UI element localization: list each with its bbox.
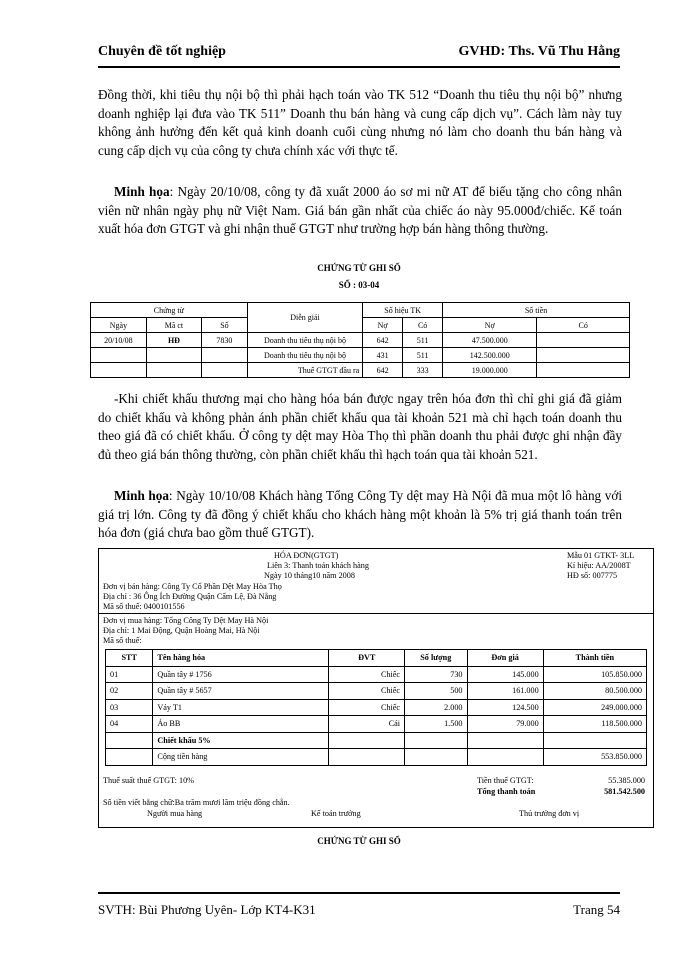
col-so-luong: Số lượng bbox=[405, 650, 467, 667]
col-thanh-tien: Thành tiền bbox=[543, 650, 646, 667]
seller-address: Địa chỉ : 36 Ông Ích Đường Quận Cẩm Lệ, Đà Nẵng bbox=[103, 592, 277, 601]
col-stt: STT bbox=[106, 650, 153, 667]
cell: 03 bbox=[106, 699, 153, 716]
cell bbox=[467, 732, 543, 749]
vat-rate: Thuế suất thuế GTGT: 10% bbox=[103, 776, 194, 785]
cell: 511 bbox=[403, 333, 443, 348]
table-row bbox=[106, 749, 647, 766]
col-tien-no: Nợ bbox=[443, 318, 537, 333]
cell bbox=[405, 749, 467, 766]
col-don-gia: Đơn giá bbox=[467, 650, 543, 667]
cell: 01 bbox=[106, 666, 153, 683]
example-2-label: Minh họa bbox=[114, 488, 169, 503]
cell: 642 bbox=[363, 333, 403, 348]
table-row bbox=[106, 683, 647, 700]
col-ten-hang: Tên hàng hóa bbox=[153, 650, 329, 667]
cell: 161.000 bbox=[467, 683, 543, 700]
cell: Váy T1 bbox=[153, 699, 329, 716]
col-so: Số bbox=[202, 318, 248, 333]
cell: 04 bbox=[106, 716, 153, 733]
cell bbox=[467, 749, 543, 766]
col-so-hieu-tk: Số hiệu TK bbox=[363, 303, 443, 318]
vat-value: 55.385.000 bbox=[608, 776, 645, 785]
example-2-text: : Ngày 10/10/08 Khách hàng Tổng Công Ty dệt may Hà Nội đã mua một lô hàng với giá trị lớn. Công ty đã đồng ý chiết khấu cho khách hàng một khoản là 5% trị giá thanh toán trên hóa đơn (giá chưa bao gồm thuế GTGT). bbox=[98, 488, 622, 540]
sign-buyer: Người mua hàng bbox=[147, 809, 203, 818]
col-so-tien: Số tiền bbox=[443, 303, 630, 318]
cell: 1.500 bbox=[405, 716, 467, 733]
cell: Thuế GTGT đầu ra bbox=[247, 363, 362, 378]
cell: Áo BB bbox=[153, 716, 329, 733]
cell bbox=[106, 732, 153, 749]
invoice bbox=[98, 548, 654, 828]
seller-name: Đơn vị bán hàng: Công Ty Cổ Phần Dệt May Hòa Thọ bbox=[103, 582, 282, 591]
cell: Quần tây # 5657 bbox=[153, 683, 329, 700]
subtotal-value: 553.850.000 bbox=[543, 749, 646, 766]
cell bbox=[405, 732, 467, 749]
cell bbox=[146, 363, 201, 378]
cell bbox=[329, 732, 405, 749]
total-value: 581.542.500 bbox=[604, 787, 645, 796]
buyer-tax-code: Mã số thuế: bbox=[103, 636, 142, 645]
cell: 511 bbox=[403, 348, 443, 363]
cell: Cái bbox=[329, 716, 405, 733]
cell: 02 bbox=[106, 683, 153, 700]
voucher-table bbox=[90, 302, 630, 378]
voucher-2-title: CHỨNG TỪ GHI SỔ bbox=[317, 836, 401, 846]
cell bbox=[329, 749, 405, 766]
table-row bbox=[106, 716, 647, 733]
table-row bbox=[106, 699, 647, 716]
cell bbox=[202, 363, 248, 378]
cell: 118.500.000 bbox=[543, 716, 646, 733]
paragraph-1: Đồng thời, khi tiêu thụ nội bộ thì phải hạch toán vào TK 512 “Doanh thu tiêu thụ nội bộ” nhưng doanh nghiệp lại đưa vào TK 511” Doanh thu bán hàng và cung cấp dịch vụ”. Cách làm này tuy không ảnh hưởng đến kết quả kinh doanh cuối cùng nhưng nó làm cho doanh thu bán hàng và cung cấp dịch vụ của công ty chưa chính xác với thực tế. bbox=[98, 87, 622, 158]
cell: 2.000 bbox=[405, 699, 467, 716]
cell: Chiếc bbox=[329, 666, 405, 683]
footer-right: Trang 54 bbox=[573, 902, 620, 917]
cell: 105.850.000 bbox=[543, 666, 646, 683]
divider bbox=[99, 613, 653, 614]
cell: 79.000 bbox=[467, 716, 543, 733]
cell: 124.500 bbox=[467, 699, 543, 716]
cell: 80.500.000 bbox=[543, 683, 646, 700]
cell: 642 bbox=[363, 363, 403, 378]
cell: 431 bbox=[363, 348, 403, 363]
col-dien-giai: Diễn giải bbox=[247, 303, 362, 333]
example-1 bbox=[98, 183, 622, 239]
cell: 730 bbox=[405, 666, 467, 683]
cell: HĐ bbox=[146, 333, 201, 348]
voucher-title: CHỨNG TỪ GHI SỔ bbox=[317, 263, 401, 273]
paragraph-2: -Khi chiết khấu thương mại cho hàng hóa bán được ngay trên hóa đơn thì chỉ ghi giá đã giảm do chiết khấu và không phản ánh phần chiết khấu qua tài khoản 521 mà chỉ hạch toán doanh thu theo giá đã có chiết khấu. Ở công ty dệt may Hòa Thọ thì phần doanh thu phải được ghi nhận đầy đủ theo giá bán thông thường, còn phần chiết khấu thì hạch toán qua tài khoản 521. bbox=[98, 391, 622, 462]
col-ma-ct: Mã ct bbox=[146, 318, 201, 333]
cell bbox=[91, 348, 147, 363]
col-co: Có bbox=[403, 318, 443, 333]
cell: 20/10/08 bbox=[91, 333, 147, 348]
cell bbox=[543, 732, 646, 749]
vat-label: Tiền thuế GTGT: bbox=[477, 776, 534, 785]
table-row bbox=[106, 732, 647, 749]
invoice-form: Mẫu 01 GTKT- 3LL bbox=[567, 551, 635, 560]
discount-label: Chiết khấu 5% bbox=[153, 732, 329, 749]
invoice-number: HĐ số: 007775 bbox=[567, 571, 618, 580]
col-tien-co: Có bbox=[537, 318, 630, 333]
invoice-title: HÓA ĐƠN(GTGT) bbox=[274, 551, 339, 560]
invoice-date: Ngày 10 tháng10 năm 2008 bbox=[264, 571, 355, 580]
cell: 47.500.000 bbox=[443, 333, 537, 348]
example-1-text: : Ngày 20/10/08, công ty đã xuất 2000 áo sơ mi nữ AT để biếu tặng cho công nhân viên nữ nhân ngày phụ nữ Việt Nam. Giá bán gần nhất của chiếc áo này 95.000đ/chiếc. Kế toán xuất hóa đơn GTGT và ghi nhận thuế GTGT như trường hợp bán hàng thông thường. bbox=[98, 184, 622, 236]
header-right: GVHD: Ths. Vũ Thu Hằng bbox=[458, 44, 620, 59]
cell bbox=[106, 749, 153, 766]
cell: 249.000.000 bbox=[543, 699, 646, 716]
cell: Doanh thu tiêu thụ nội bộ bbox=[247, 348, 362, 363]
col-ngay: Ngày bbox=[91, 318, 147, 333]
example-2 bbox=[98, 487, 622, 543]
voucher-number: SỐ : 03-04 bbox=[338, 280, 380, 290]
cell: 19.000.000 bbox=[443, 363, 537, 378]
cell: 500 bbox=[405, 683, 467, 700]
invoice-symbol: Kí hiệu: AA/2008T bbox=[567, 561, 631, 570]
amount-in-words: Số tiền viết bằng chữ:Ba trăm mươi lăm triệu đồng chẵn. bbox=[103, 798, 290, 807]
cell: 333 bbox=[403, 363, 443, 378]
cell bbox=[91, 363, 147, 378]
buyer-name: Đơn vị mua hàng: Tổng Công Ty Dệt May Hà Nội bbox=[103, 616, 269, 625]
col-no: Nợ bbox=[363, 318, 403, 333]
cell: Doanh thu tiêu thụ nội bộ bbox=[247, 333, 362, 348]
buyer-address: Địa chỉ: 1 Mai Động, Quận Hoàng Mai, Hà Nội bbox=[103, 626, 260, 635]
sign-accountant: Kế toán trưởng bbox=[311, 809, 361, 818]
cell: Quần tây # 1756 bbox=[153, 666, 329, 683]
invoice-lien: Liên 3: Thanh toán khách hàng bbox=[267, 561, 369, 570]
cell: 145.000 bbox=[467, 666, 543, 683]
cell: Chiếc bbox=[329, 699, 405, 716]
cell: 142.500.000 bbox=[443, 348, 537, 363]
table-row bbox=[106, 666, 647, 683]
footer-left: SVTH: Bùi Phương Uyên- Lớp KT4-K31 bbox=[98, 902, 316, 917]
example-1-label: Minh họa bbox=[114, 184, 170, 199]
seller-tax-code: Mã số thuế: 0400101556 bbox=[103, 602, 185, 611]
header-rule bbox=[98, 66, 620, 68]
cell bbox=[146, 348, 201, 363]
header-left: Chuyên đề tốt nghiệp bbox=[98, 44, 226, 59]
col-chung-tu: Chứng từ bbox=[91, 303, 248, 318]
cell: 7830 bbox=[202, 333, 248, 348]
table-row bbox=[91, 348, 630, 363]
table-row bbox=[91, 363, 630, 378]
cell: Chiếc bbox=[329, 683, 405, 700]
cell bbox=[537, 363, 630, 378]
cell bbox=[537, 348, 630, 363]
total-label: Tổng thanh toán bbox=[477, 787, 536, 796]
sign-head: Thủ trưởng đơn vị bbox=[519, 809, 580, 818]
cell bbox=[537, 333, 630, 348]
subtotal-label: Cộng tiền hàng bbox=[153, 749, 329, 766]
invoice-items-table bbox=[105, 649, 647, 766]
table-row bbox=[91, 333, 630, 348]
footer-rule bbox=[98, 892, 620, 894]
col-dvt: ĐVT bbox=[329, 650, 405, 667]
cell bbox=[202, 348, 248, 363]
